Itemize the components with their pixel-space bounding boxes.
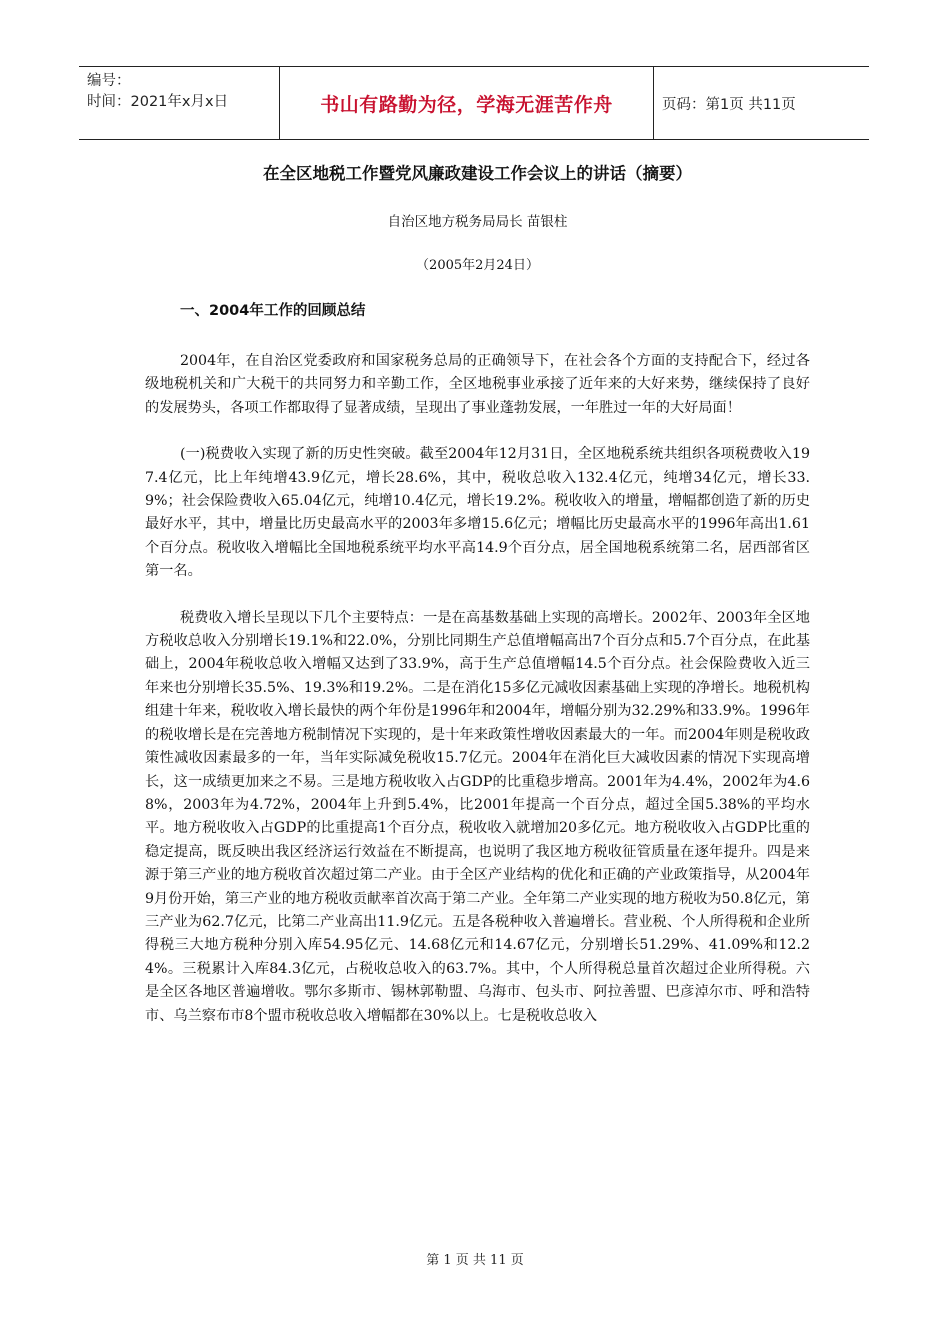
page-header (79, 66, 869, 140)
document-date: （2005年2月24日） (416, 258, 539, 273)
header-page-info: 页码：第1页 共11页 (662, 96, 796, 113)
document-body (145, 156, 810, 1028)
page-footer: 第 1 页 共 11 页 (426, 1253, 524, 1268)
header-motto: 书山有路勤为径，学海无涯苦作舟 (320, 93, 613, 116)
header-number-label: 编号： (87, 73, 131, 89)
header-motto-cell (279, 67, 654, 139)
header-left-cell (79, 67, 279, 139)
document-author: 自治区地方税务局局长 苗银柱 (387, 214, 568, 230)
paragraph: 2004年，在自治区党委政府和国家税务总局的正确领导下，在社会各个方面的支持配合下，经过各级地税机关和广大税干的共同努力和辛勤工作，全区地税事业承接了近年来的大好来势，继续保持了良好的发展势头，各项工作都取得了显著成绩，呈现出了事业蓬勃发展，一年胜过一年的大好局面！ (145, 353, 810, 416)
document-title: 在全区地税工作暨党风廉政建设工作会议上的讲话（摘要） (263, 164, 692, 183)
header-time-label: 时间：2021年x月x日 (87, 94, 229, 110)
paragraph: (一)税费收入实现了新的历史性突破。截至2004年12月31日，全区地税系统共组织各项税费收入197.4亿元，比上年纯增43.9亿元，增长28.6%，其中，税收总收入132.4亿元，纯增34亿元，增长33.9%；社会保险费收入65.04亿元，纯增10.4亿元，增长19.2%。税收收入的增量，增幅都创造了新的历史最好水平，其中，增量比历史最高水平的2003年多增15.6亿元；增幅比历史最高水平的1996年高出1.61个百分点。税收收入增幅比全国地税系统平均水平高14.9个百分点，居全国地税系统第二名，居西部省区第一名。 (145, 446, 810, 580)
paragraph: 税费收入增长呈现以下几个主要特点：一是在高基数基础上实现的高增长。2002年、2003年全区地方税收总收入分别增长19.1%和22.0%，分别比同期生产总值增幅高出7个百分点和5.7个百分点，在此基础上，2004年税收总收入增幅又达到了33.9%，高于生产总值增幅14.5个百分点。社会保险费收入近三年来也分别增长35.5%、19.3%和19.2%。二是在消化15多亿元减收因素基础上实现的净增长。地税机构组建十年来，税收收入增长最快的两个年份是1996年和2004年，增幅分别为32.29%和33.9%。1996年的税收增长是在完善地方税制情况下实现的，是十年来政策性增收因素最大的一年。而2004年则是税收政策性减收因素最多的一年，当年实际减免税收15.7亿元。2004年在消化巨大减收因素的情况下实现高增长，这一成绩更加来之不易。三是地方税收收入占GDP的比重稳步增高。2001年为4.4%，2002年为4.68%，2003年为4.72%，2004年上升到5.4%，比2001年提高一个百分点，超过全国5.38%的平均水平。地方税收收入占GDP的比重提高1个百分点，税收收入就增加20多亿元。地方税收收入占GDP比重的稳定提高，既反映出我区经济运行效益在不断提高，也说明了我区地方税收征管质量在逐年提升。四是来源于第三产业的地方税收首次超过第二产业。由于全区产业结构的优化和正确的产业政策指导，从2004年9月份开始，第三产业的地方税收贡献率首次高于第二产业。全年第二产业实现的地方税收为50.8亿元，第三产业为62.7亿元，比第二产业高出11.9亿元。五是各税种收入普遍增长。营业税、个人所得税和企业所得税三大地方税种分别入库54.95亿元、14.68亿元和14.67亿元，分别增长51.29%、41.09%和12.24%。三税累计入库84.3亿元，占税收总收入的63.7%。其中，个人所得税总量首次超过企业所得税。六是全区各地区普遍增收。鄂尔多斯市、锡林郭勒盟、乌海市、包头市、阿拉善盟、巴彦淖尔市、呼和浩特市、乌兰察布市8个盟市税收总收入增幅都在30%以上。七是税收总收入 (145, 609, 810, 1024)
section-heading: 一、2004年工作的回顾总结 (180, 303, 366, 319)
